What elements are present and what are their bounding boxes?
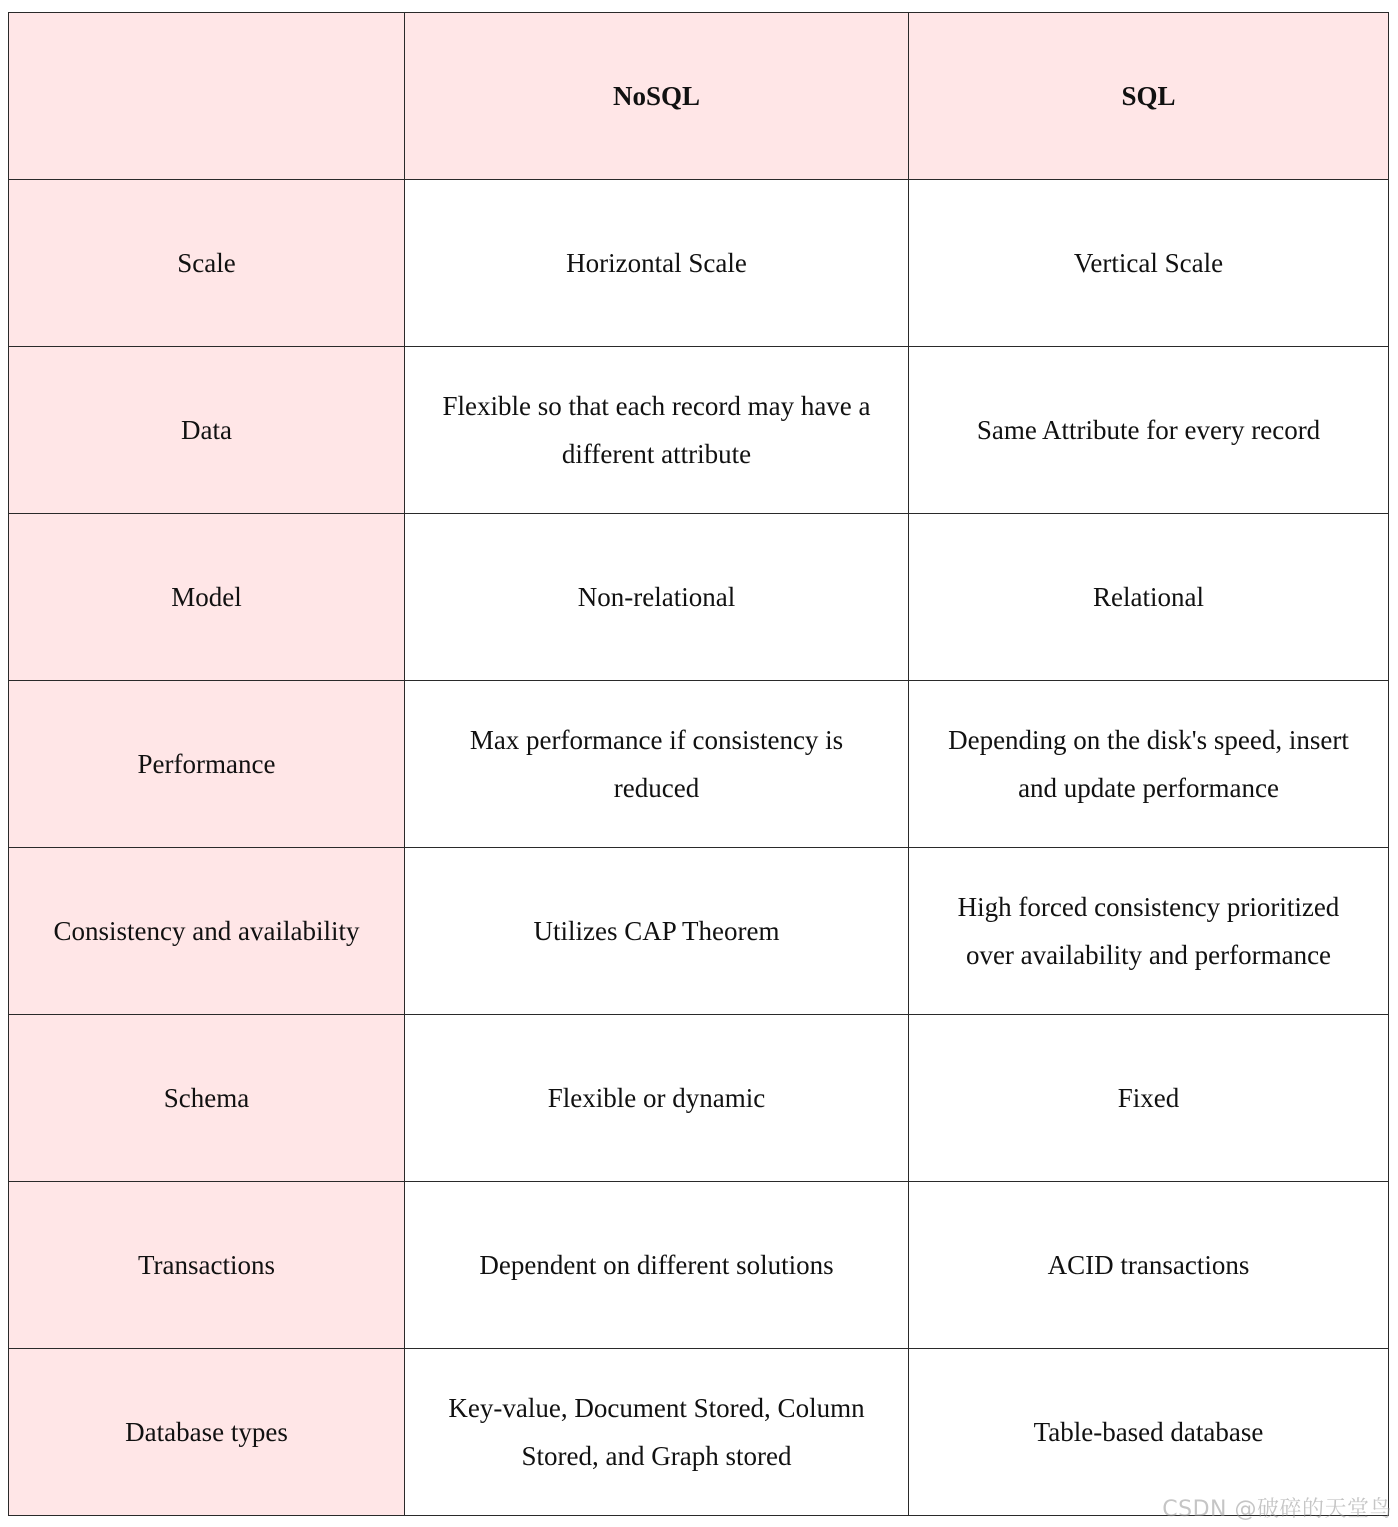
table-row [9,347,1389,514]
table-body [9,180,1389,1516]
sql-cell: Same Attribute for every record [909,347,1389,514]
sql-cell: ACID transactions [909,1182,1389,1349]
nosql-cell: Max performance if consistency is reduced [405,681,909,848]
row-label: Consistency and availability [9,848,405,1015]
sql-cell: Table-based database [909,1349,1389,1516]
table-row [9,514,1389,681]
sql-cell: Depending on the disk's speed, insert and update performance [909,681,1389,848]
nosql-cell: Non-relational [405,514,909,681]
row-label: Schema [9,1015,405,1182]
row-label: Performance [9,681,405,848]
row-label: Transactions [9,1182,405,1349]
table-row [9,681,1389,848]
comparison-table [8,12,1389,1516]
row-label: Data [9,347,405,514]
nosql-cell: Flexible so that each record may have a different attribute [405,347,909,514]
row-label: Scale [9,180,405,347]
table-row [9,180,1389,347]
nosql-cell: Horizontal Scale [405,180,909,347]
header-cell-empty [9,13,405,180]
csdn-watermark: CSDN @破碎的天堂鸟 [1162,1497,1392,1522]
header-row [9,13,1389,180]
nosql-cell: Flexible or dynamic [405,1015,909,1182]
table-row [9,848,1389,1015]
sql-cell: Fixed [909,1015,1389,1182]
nosql-cell: Utilizes CAP Theorem [405,848,909,1015]
table-row [9,1349,1389,1516]
nosql-cell: Key-value, Document Stored, Column Stored, and Graph stored [405,1349,909,1516]
table-header [9,13,1389,180]
sql-cell: Vertical Scale [909,180,1389,347]
table-row [9,1182,1389,1349]
header-cell-sql: SQL [909,13,1389,180]
table-row [9,1015,1389,1182]
sql-cell: Relational [909,514,1389,681]
header-cell-nosql: NoSQL [405,13,909,180]
nosql-cell: Dependent on different solutions [405,1182,909,1349]
row-label: Model [9,514,405,681]
sql-cell: High forced consistency prioritized over availability and performance [909,848,1389,1015]
row-label: Database types [9,1349,405,1516]
